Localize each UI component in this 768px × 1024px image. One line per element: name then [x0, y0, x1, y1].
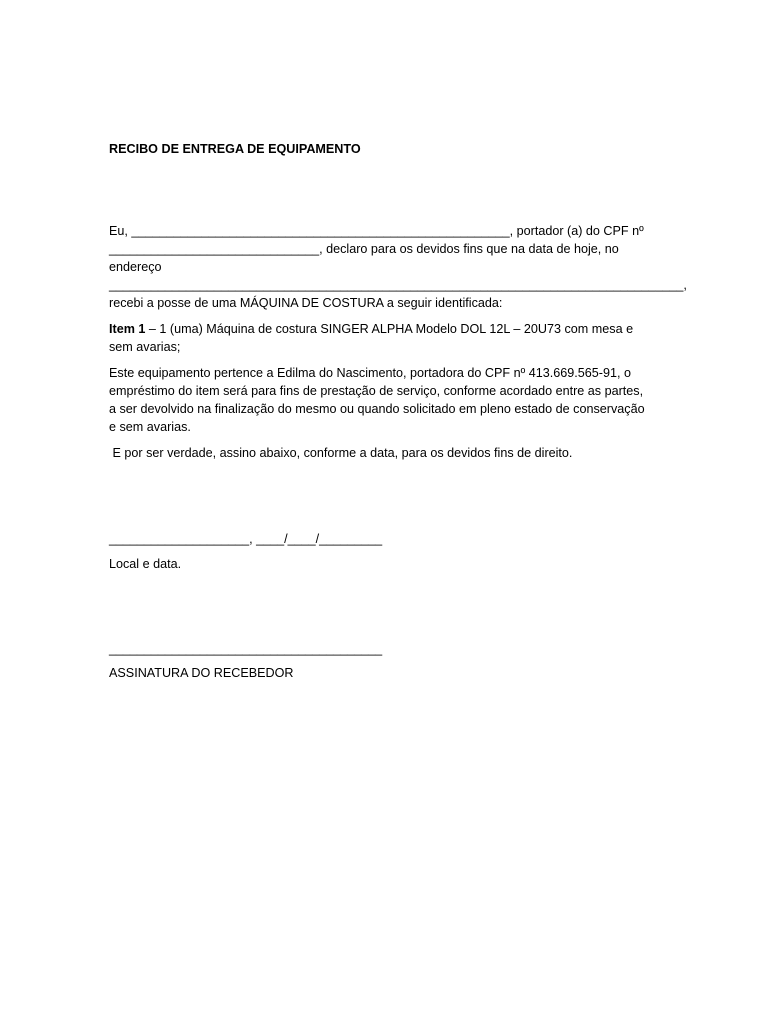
item-description: – 1 (uma) Máquina de costura SINGER ALPHA Modelo DOL 12L – 20U73 com mesa e: [145, 322, 634, 336]
date-fill-blanks: ____________________, ____/____/_________: [109, 532, 383, 546]
date-label: Local e data.: [109, 557, 182, 571]
item-label: Item 1: [109, 322, 146, 336]
item-line-2: sem avarias;: [109, 340, 181, 354]
signature-label-paragraph: [109, 664, 669, 682]
declaration-line-4: __________________________________________________________________________________,: [109, 278, 687, 292]
item-line-1: [109, 320, 669, 338]
document-title: RECIBO DE ENTREGA DE EQUIPAMENTO: [109, 142, 361, 156]
declaration-line-3: endereço: [109, 260, 162, 274]
date-label-paragraph: [109, 555, 669, 573]
declaration-line-2: ______________________________, declaro para os devidos fins que na data de hoje, no: [109, 242, 619, 256]
declaration-line-5: recebi a posse de uma MÁQUINA DE COSTURA a seguir identificada:: [109, 296, 503, 310]
declaration-paragraph: [109, 222, 687, 312]
truth-line: E por ser verdade, assino abaixo, conforme a data, para os devidos fins de direito.: [109, 446, 573, 460]
item-paragraph: [109, 320, 669, 356]
owner-line-4: e sem avarias.: [109, 420, 191, 434]
owner-paragraph: [109, 364, 669, 436]
signature-label: ASSINATURA DO RECEBEDOR: [109, 666, 294, 680]
owner-line-1: Este equipamento pertence a Edilma do Nascimento, portadora do CPF nº 413.669.565-91, o: [109, 366, 631, 380]
date-fill-line: [109, 530, 669, 548]
signature-fill-line: [109, 640, 669, 658]
owner-line-2: empréstimo do item será para fins de prestação de serviço, conforme acordado entre as partes,: [109, 384, 644, 398]
signature-blank: _______________________________________: [109, 642, 383, 656]
owner-line-3: a ser devolvido na finalização do mesmo ou quando solicitado em pleno estado de conservação: [109, 402, 645, 416]
declaration-line-1: Eu, ______________________________________________________, portador (a) do CPF nº: [109, 224, 644, 238]
truth-paragraph: [109, 444, 669, 462]
